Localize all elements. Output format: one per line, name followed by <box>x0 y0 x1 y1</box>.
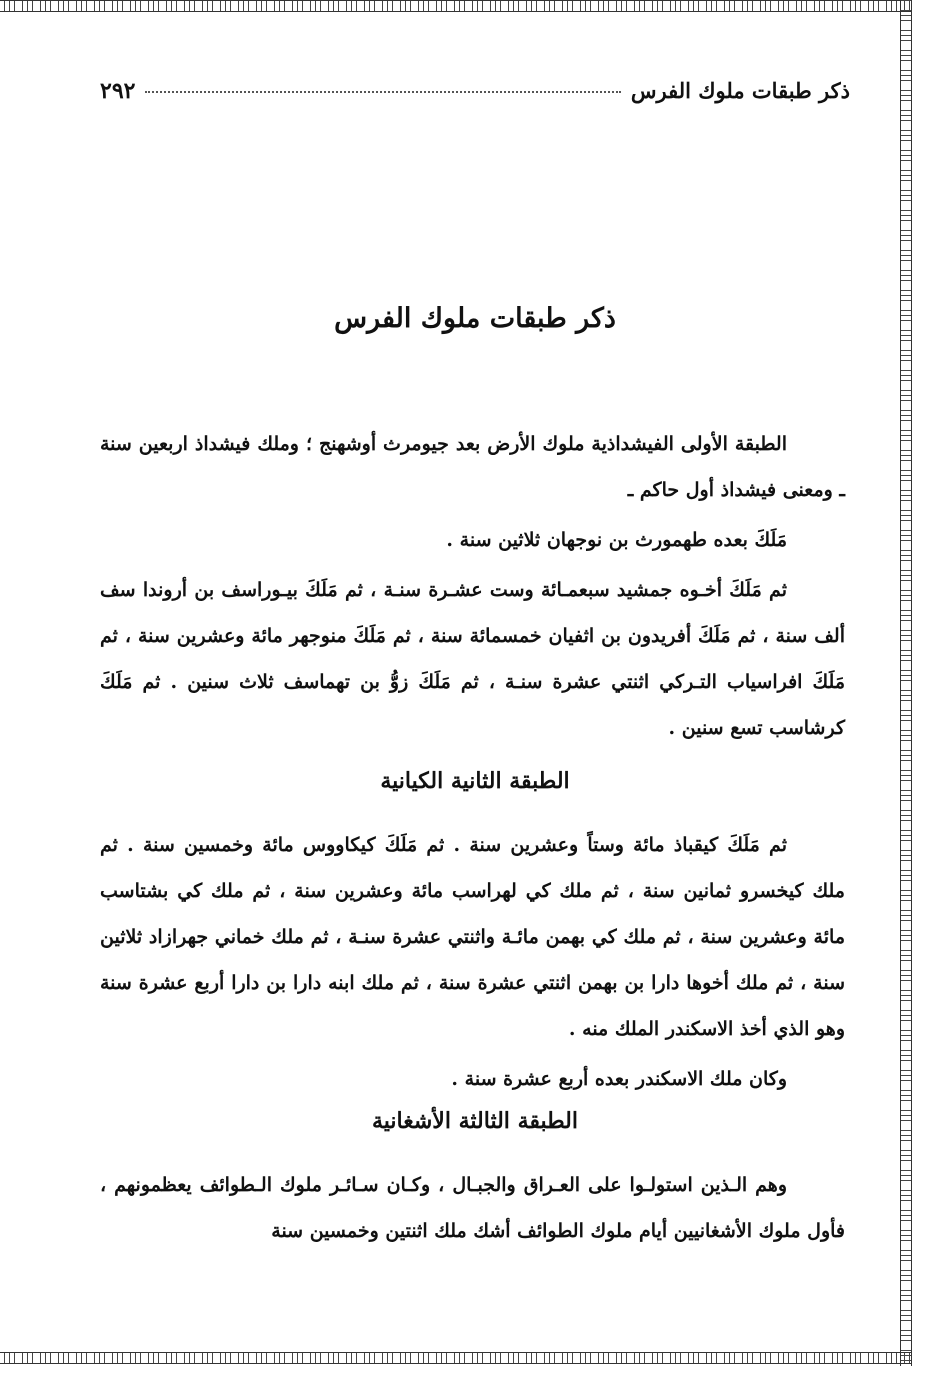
leader-dots <box>145 91 620 93</box>
paragraph: الطبقة الأولى الفيشداذية ملوك الأرض بعد جيومرث أوشهنج ؛ وملك فيشداذ اربعين سنة ـ ومعنى فيشداذ أول حاكم ـ <box>100 433 845 501</box>
ornamental-border-top <box>0 0 912 12</box>
ornamental-border-bottom <box>0 1352 912 1364</box>
paragraph: ثم مَلَكَ أخـوه جمشيد سبعمـائة وست عشـرة سنـة ، ثم مَلَكَ بيـوراسف بن أروندا سف ألف سنة ، ثم مَلَكَ أفريدون بن اثفيان خمسمائة سنة ، ثم مَلَكَ منوجهر مائة وعشرين سنة ، ثم مَلَكَ افراسياب التـركي اثنتي عشرة سنـة ، ثم مَلَكَ زوُّ بن تهماسف ثلاث سنين . ثم مَلَكَ كرشاسب تسع سنين . <box>100 579 845 739</box>
chapter-title: ذكر طبقات ملوك الفرس <box>334 303 616 334</box>
paragraph: مَلَكَ بعده طهمورث بن نوجهان ثلاثين سنة . <box>446 529 787 551</box>
paragraph: وكان ملك الاسكندر بعده أربع عشرة سنة . <box>451 1068 787 1090</box>
paragraph: ثم مَلَكَ كيقباذ مائة وستاً وعشرين سنة . ثم مَلَكَ كيكاووس مائة وخمسين سنة . ثم ملك كيخسرو ثمانين سنة ، ثم ملك كي لهراسب مائة وعشرين سنة ، ثم ملك كي بشتاسب مائة وعشرين سنة ، ثم ملك كي بهمن مائـة واثنتي عشرة سنـة ، ثم ملك خماني جهرازاد ثلاثين سنة ، ثم ملك أخوها دارا بن بهمن اثنتي عشرة سنة ، ثم ملك ابنه دارا بن دارا أربع عشرة سنة وهو الذي أخذ الاسكندر الملك منه . <box>100 834 845 1040</box>
page-number: ٢٩٢ <box>100 78 136 104</box>
section2-text <box>100 822 845 1102</box>
ornamental-border-right <box>900 0 912 1366</box>
section1-text <box>100 421 845 751</box>
section-heading: الطبقة الثالثة الأشغانية <box>371 1108 578 1134</box>
section-heading: الطبقة الثانية الكيانية <box>380 768 570 794</box>
section3-text <box>100 1162 845 1254</box>
paragraph: وهم الـذين استولـوا على العـراق والجبـال ، وكـان سـائـر ملوك الـطوائف يعظمونهم ، فأول ملوك الأشغانيين أيام ملوك الطوائف أشك ملك اثنتين وخمسين سنة <box>100 1174 845 1242</box>
page-header <box>100 78 850 104</box>
running-title: ذكر طبقات ملوك الفرس <box>630 78 850 103</box>
